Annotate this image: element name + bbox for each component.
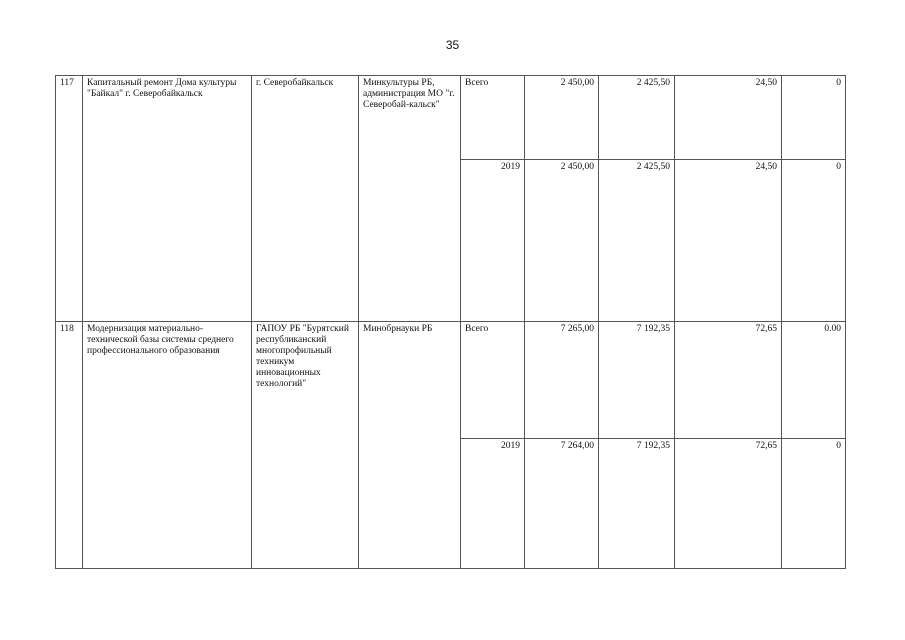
amount-cell: 7 192,35	[599, 322, 675, 439]
amount-cell: 0	[782, 160, 846, 322]
amount-cell: 2 425,50	[599, 76, 675, 160]
amount-cell: 2 425,50	[599, 160, 675, 322]
amount-cell: 72,65	[675, 439, 782, 569]
period-cell: Всего	[461, 322, 525, 439]
amount-cell: 24,50	[675, 160, 782, 322]
amount-cell: 0	[782, 76, 846, 160]
responsible-body: Минкультуры РБ, администрация МО "г. Северобай-кальск"	[359, 76, 461, 322]
period-cell: Всего	[461, 76, 525, 160]
amount-cell: 7 192,35	[599, 439, 675, 569]
responsible-body: Минобрнауки РБ	[359, 322, 461, 569]
total-amount: 7 264,00	[525, 439, 599, 569]
total-amount: 2 450,00	[525, 76, 599, 160]
page-number: 35	[445, 38, 460, 52]
period-cell: 2019	[461, 439, 525, 569]
amount-cell: 0	[782, 439, 846, 569]
period-cell: 2019	[461, 160, 525, 322]
total-amount: 2 450,00	[525, 160, 599, 322]
table-row	[56, 322, 846, 439]
total-amount: 7 265,00	[525, 322, 599, 439]
row-index: 117	[56, 76, 83, 322]
recipient: г. Северобайкальск	[252, 76, 359, 322]
row-index: 118	[56, 322, 83, 569]
table-row	[56, 76, 846, 160]
amount-cell: 72,65	[675, 322, 782, 439]
amount-cell: 24,50	[675, 76, 782, 160]
budget-table	[55, 75, 846, 569]
amount-cell: 0.00	[782, 322, 846, 439]
project-name: Модернизация материально-технической базы системы среднего профессионального образования	[83, 322, 252, 569]
project-name: Капитальный ремонт Дома культуры "Байкал" г. Северобайкальск	[83, 76, 252, 322]
recipient: ГАПОУ РБ "Бурятский республиканский многопрофильный техникум инновационных технологий"	[252, 322, 359, 569]
